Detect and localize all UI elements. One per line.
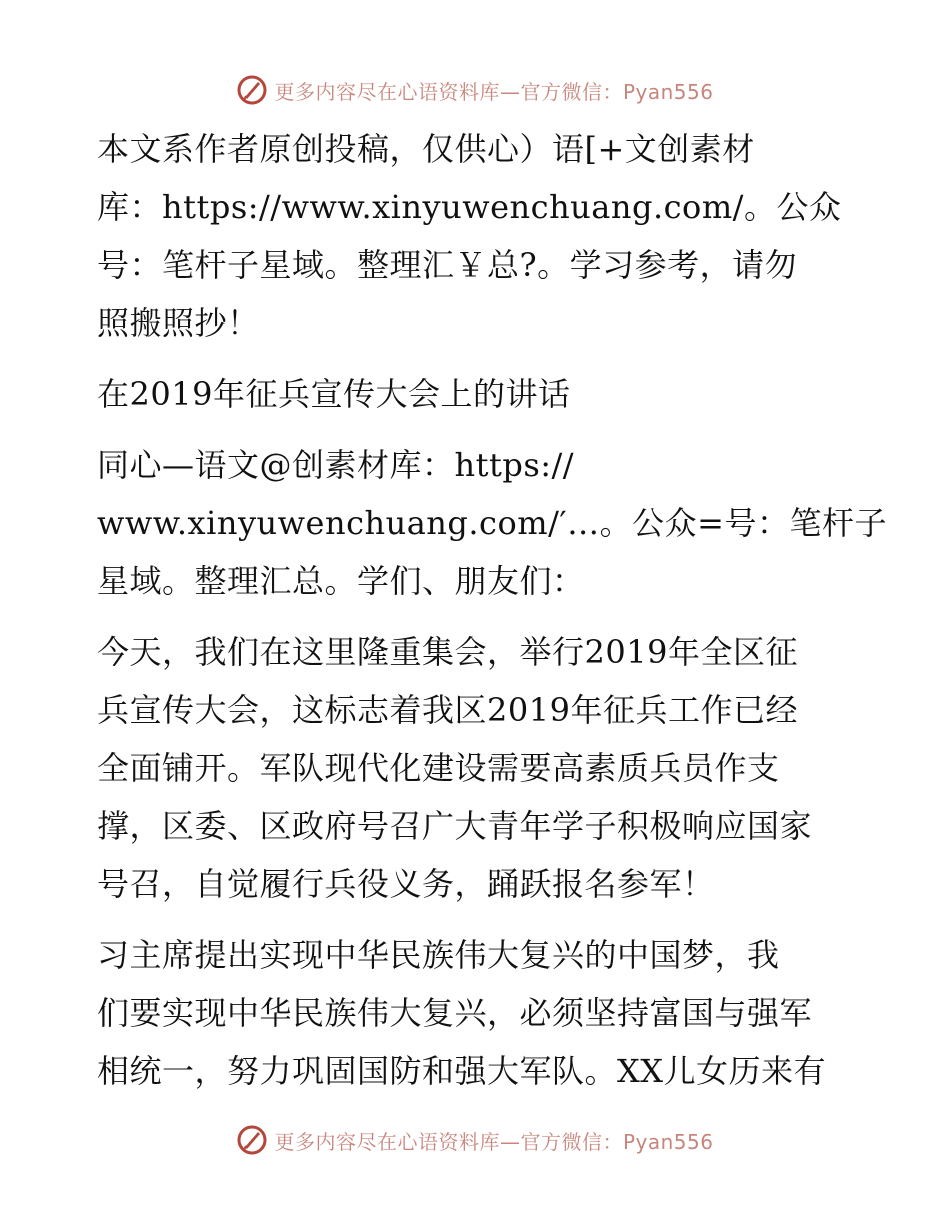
document-body bbox=[97, 120, 887, 1100]
text-line: 照搬照抄！ bbox=[97, 304, 260, 342]
paragraph-gap bbox=[97, 610, 857, 623]
text-line: www.xinyuwenchuang.com/′…。公众=号：笔杆子 bbox=[97, 504, 887, 542]
quill-logo-icon bbox=[236, 74, 268, 106]
watermark-footer-inner bbox=[236, 1124, 713, 1156]
text-line: 习主席提出实现中华民族伟大复兴的中国梦，我 bbox=[97, 936, 780, 974]
paragraph-body-2 bbox=[97, 926, 857, 1100]
paragraph-gap bbox=[97, 423, 857, 436]
paragraph-greeting bbox=[97, 436, 887, 610]
text-line: 们要实现中华民族伟大复兴，必须坚持富国与强军 bbox=[97, 994, 813, 1032]
watermark-header-inner bbox=[236, 74, 713, 106]
text-line: 撑，区委、区政府号召广大青年学子积极响应国家 bbox=[97, 807, 813, 845]
quill-logo-icon bbox=[236, 1124, 268, 1156]
text-line: 号召，自觉履行兵役义务，踊跃报名参军！ bbox=[97, 865, 715, 903]
paragraph-intro bbox=[97, 120, 857, 352]
text-line: 本文系作者原创投稿，仅供心）语[+文创素材 bbox=[97, 130, 755, 168]
paragraph-gap bbox=[97, 352, 857, 365]
text-line: 在2019年征兵宣传大会上的讲话 bbox=[97, 375, 571, 413]
text-line: 号：笔杆子星域。整理汇￥总?。学习参考，请勿 bbox=[97, 246, 798, 284]
watermark-footer-text: 更多内容尽在心语资料库—官方微信：Pyan556 bbox=[274, 1129, 714, 1154]
text-line: 星域。整理汇总。学们、朋友们： bbox=[97, 562, 585, 600]
watermark-footer bbox=[0, 1120, 950, 1160]
paragraph-gap bbox=[97, 913, 857, 926]
paragraph-body-1 bbox=[97, 623, 857, 913]
text-line: 全面铺开。军队现代化建设需要高素质兵员作支 bbox=[97, 749, 780, 787]
text-line: 同心—语文@创素材库：https:// bbox=[97, 446, 575, 484]
text-line: 库：https://www.xinyuwenchuang.com/。公众 bbox=[97, 188, 842, 226]
text-line: 今天，我们在这里隆重集会，举行2019年全区征 bbox=[97, 633, 798, 671]
text-line: 兵宣传大会，这标志着我区2019年征兵工作已经 bbox=[97, 691, 798, 729]
watermark-header-text: 更多内容尽在心语资料库—官方微信：Pyan556 bbox=[274, 79, 714, 104]
watermark-header bbox=[0, 70, 950, 110]
speech-title bbox=[97, 365, 857, 423]
text-line: 相统一，努力巩固国防和强大军队。XX儿女历来有 bbox=[97, 1052, 827, 1090]
